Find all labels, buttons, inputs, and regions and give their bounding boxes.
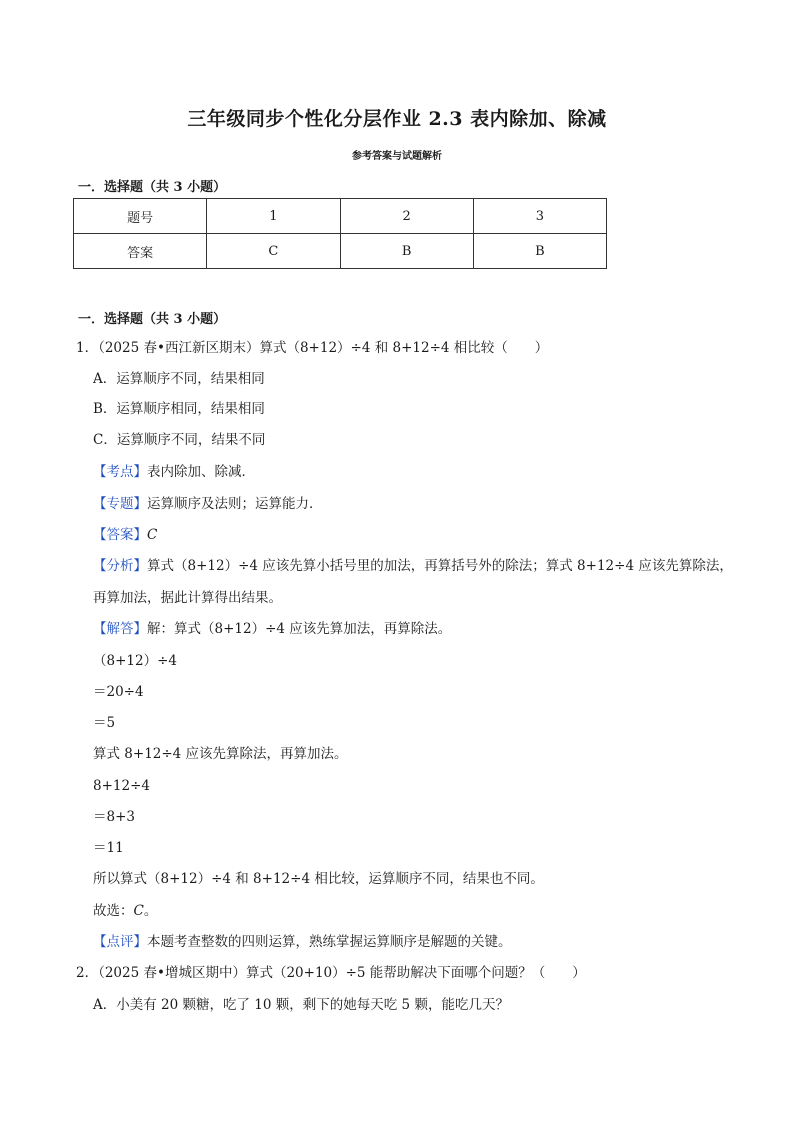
solution-step: ＝20÷4 [93, 684, 144, 700]
answer-table [73, 198, 607, 269]
fenxi-line [93, 556, 733, 576]
zhuanti-line [93, 494, 323, 514]
question-2-stem: 2．（2025 春•增城区期中）算式（20+10）÷5 能帮助解决下面哪个问题？（ ） [76, 965, 586, 981]
table-cell: 2 [340, 199, 473, 234]
document-subtitle: 参考答案与试题解析 [352, 151, 442, 162]
table-cell: 题号 [74, 199, 207, 234]
table-cell: B [473, 234, 606, 269]
dianping-tag: 【点评】 [93, 934, 147, 950]
solution-step: 算式 8+12÷4 应该先算除法，再算加法。 [93, 746, 348, 762]
jieda-line [93, 619, 451, 639]
daan-line [93, 525, 157, 545]
choice-answer: C [133, 903, 144, 919]
kaodian-line [93, 462, 255, 482]
kaodian-tag: 【考点】 [93, 464, 147, 480]
jieda-tag: 【解答】 [93, 621, 147, 637]
solution-step: 所以算式（8+12）÷4 和 8+12÷4 相比较，运算顺序不同，结果也不同。 [93, 871, 544, 887]
choice-suffix: 。 [143, 903, 158, 919]
solution-step: ＝5 [93, 715, 116, 731]
fenxi-tag: 【分析】 [93, 558, 147, 574]
table-cell: C [207, 234, 340, 269]
dianping-text: 本题考查整数的四则运算，熟练掌握运算顺序是解题的关键。 [147, 934, 512, 950]
choice-prefix: 故选： [93, 903, 134, 919]
table-row [74, 199, 607, 234]
table-cell: 1 [207, 199, 340, 234]
daan-tag: 【答案】 [93, 527, 147, 543]
document-title: 三年级同步个性化分层作业 2.3 表内除加、除减 [187, 108, 607, 130]
section-heading: 一．选择题（共 3 小题） [78, 180, 227, 195]
dianping-line [93, 932, 512, 952]
daan-text: C [147, 527, 158, 543]
option-c: C．运算顺序不同，结果不同 [93, 432, 266, 448]
solution-step: （8+12）÷4 [93, 653, 177, 669]
table-cell: 答案 [74, 234, 207, 269]
option-a: A．小美有 20 颗糖，吃了 10 颗，剩下的她每天吃 5 颗，能吃几天？ [93, 997, 509, 1013]
zhuanti-tag: 【专题】 [93, 496, 147, 512]
fenxi-text: 算式（8+12）÷4 应该先算小括号里的加法，再算括号外的除法；算式 8+12÷4 应该先算除法， [147, 558, 733, 574]
solution-step: 8+12÷4 [93, 778, 150, 794]
section-heading: 一．选择题（共 3 小题） [78, 312, 227, 327]
table-cell: 3 [473, 199, 606, 234]
table-row [74, 234, 607, 269]
choice-line [93, 901, 157, 921]
fenxi-line-2: 再算加法，据此计算得出结果。 [93, 590, 282, 606]
jieda-text: 解：算式（8+12）÷4 应该先算加法，再算除法。 [147, 621, 452, 637]
solution-step: ＝11 [93, 840, 124, 856]
solution-step: ＝8+3 [93, 809, 135, 825]
question-1-stem: 1．（2025 春•西江新区期末）算式（8+12）÷4 和 8+12÷4 相比较（ ） [76, 340, 549, 356]
option-b: B．运算顺序相同，结果相同 [93, 401, 265, 417]
option-a: A．运算顺序不同，结果相同 [93, 371, 265, 387]
zhuanti-text: 运算顺序及法则；运算能力． [147, 496, 323, 512]
kaodian-text: 表内除加、除减． [147, 464, 255, 480]
table-cell: B [340, 234, 473, 269]
